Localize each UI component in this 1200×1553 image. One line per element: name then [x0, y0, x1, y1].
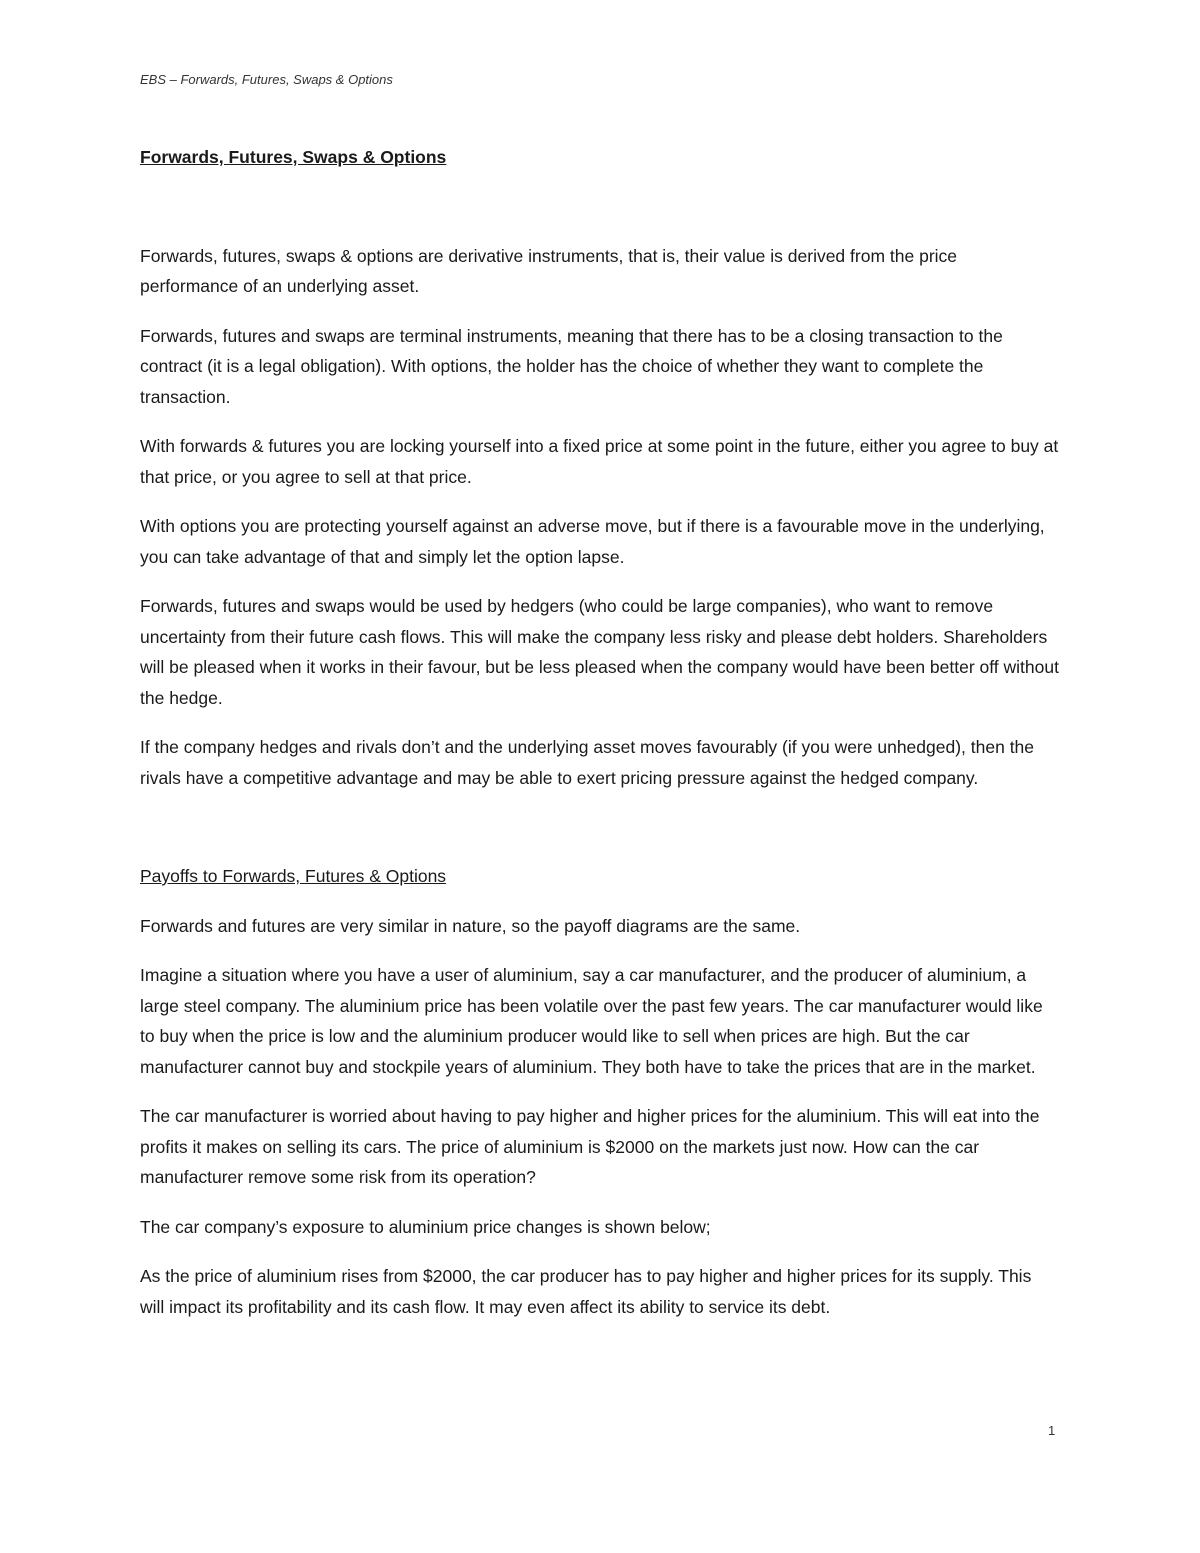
running-header: EBS – Forwards, Futures, Swaps & Options: [140, 72, 393, 87]
section-paragraph-2: Imagine a situation where you have a user of aluminium, say a car manufacturer, and the producer of aluminium, a large steel company. The aluminium price has been volatile over the past few years. The car manufacturer would like to buy when the price is low and the aluminium producer would like to sell when prices are high. But the car manufacturer cannot buy and stockpile years of aluminium. They both have to take the prices that are in the market.: [140, 965, 1043, 1077]
document-body: [140, 142, 1060, 1341]
intro-paragraph-5: Forwards, futures and swaps would be used by hedgers (who could be large companies), who want to remove uncertainty from their future cash flows. This will make the company less risky and please debt holders. Shareholders will be pleased when it works in their favour, but be less pleased when the company would have been better off without the hedge.: [140, 596, 1059, 708]
section-paragraph-1: Forwards and futures are very similar in nature, so the payoff diagrams are the same.: [140, 915, 801, 936]
intro-paragraph-2: Forwards, futures and swaps are terminal instruments, meaning that there has to be a closing transaction to the contract (it is a legal obligation). With options, the holder has the choice of whether they want to complete the transaction.: [140, 325, 1003, 407]
document-title: Forwards, Futures, Swaps & Options: [140, 147, 447, 167]
section-paragraph-3: The car manufacturer is worried about having to pay higher and higher prices for the aluminium. This will eat into the profits it makes on selling its cars. The price of aluminium is $2000 on the markets just now. How can the car manufacturer remove some risk from its operation?: [140, 1106, 1040, 1187]
intro-paragraph-4: With options you are protecting yourself against an adverse move, but if there is a favourable move in the underlying, you can take advantage of that and simply let the option lapse.: [140, 516, 1045, 567]
section-paragraph-4: The car company’s exposure to aluminium price changes is shown below;: [140, 1216, 711, 1237]
intro-paragraph-6: If the company hedges and rivals don’t and the underlying asset moves favourably (if you were unhedged), then the rivals have a competitive advantage and may be able to exert pricing pressure against the hedged company.: [140, 737, 1035, 788]
intro-paragraph-3: With forwards & futures you are locking yourself into a fixed price at some point in the future, either you agree to buy at that price, or you agree to sell at that price.: [140, 436, 1059, 487]
section-spacer: [140, 812, 1060, 861]
intro-paragraph-1: Forwards, futures, swaps & options are derivative instruments, that is, their value is derived from the price performance of an underlying asset.: [140, 245, 958, 296]
section-paragraph-5: As the price of aluminium rises from $2000, the car producer has to pay higher and higher prices for its supply. This will impact its profitability and its cash flow. It may even affect its ability to service its debt.: [140, 1266, 1032, 1317]
section-title-payoffs: Payoffs to Forwards, Futures & Options: [140, 866, 447, 886]
page-number: 1: [1048, 1423, 1056, 1438]
title-spacer: [140, 173, 1060, 241]
